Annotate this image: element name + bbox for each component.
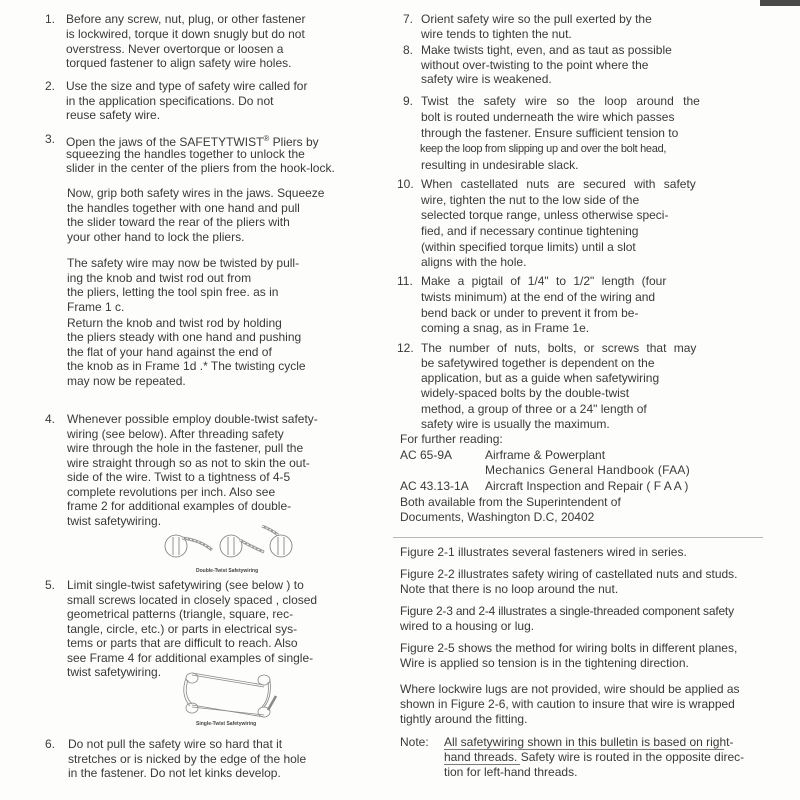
- reference-code: AC 65-9A: [400, 448, 453, 462]
- reference-code: AC 43.13-1A: [400, 479, 469, 493]
- item-line: Twist the safety wire so the loop around the: [421, 94, 700, 108]
- item-line: keep the loop from slipping up and over the bolt head,: [420, 143, 667, 155]
- item-line: frame 2 for additional examples of double-: [67, 499, 292, 513]
- note-line: tion for left-hand threads.: [444, 765, 578, 779]
- item-line: twists minimum) at the end of the wiring and: [421, 290, 656, 304]
- item-line: reuse safety wire.: [66, 108, 161, 122]
- item-line: is lockwired, torque it down snugly but do not: [66, 27, 305, 41]
- item-line: in the application specifications. Do not: [66, 94, 274, 108]
- note-underline: [444, 749, 724, 750]
- reference-title: Airframe & Powerplant: [485, 448, 606, 462]
- figure-note: Where lockwire lugs are not provided, wire should be applied as: [400, 682, 740, 696]
- item-line: application, but as a guide when safetywiring: [421, 371, 660, 385]
- figure-note: Wire is applied so tension is in the tightening direction.: [400, 656, 689, 670]
- availability-line: Both available from the Superintendent of: [400, 495, 621, 509]
- item-line: Make a pigtail of 1/4" to 1/2" length (four: [421, 274, 667, 288]
- item-number: 6.: [45, 737, 56, 751]
- item-line: the slider toward the rear of the pliers with: [67, 215, 290, 229]
- item-line: coming a snag, as in Frame 1e.: [421, 321, 590, 335]
- item-line: twist safetywiring.: [67, 665, 162, 679]
- item-number: 4.: [45, 412, 56, 426]
- item-line: overstress. Never overtorque or loosen a: [66, 42, 284, 56]
- item-line: safety wire is weakened.: [421, 72, 552, 86]
- single-twist-caption: Single-Twist Safetywiring: [196, 721, 257, 727]
- item-line: method, a group of three or a 24" length of: [421, 402, 647, 416]
- item-line: tangle, circle, etc.) or parts in electrical sys-: [67, 622, 298, 636]
- item-number: 2.: [45, 79, 56, 93]
- item-line: small screws located in closely spaced , closed: [67, 593, 318, 607]
- item-line: resulting in undesirable slack.: [421, 158, 579, 172]
- reference-title: Mechanics General Handbook (FAA): [485, 463, 691, 477]
- brand-name: Open the jaws of the SAFETYTWIST: [66, 135, 264, 149]
- item-line: Use the size and type of safety wire called for: [66, 79, 308, 93]
- item-line: complete revolutions per inch. Also see: [67, 485, 276, 499]
- item-line: your other hand to lock the pliers.: [67, 230, 245, 244]
- item-line: geometrical patterns (triangle, square, rec-: [67, 607, 294, 621]
- item-line: Orient safety wire so the pull exerted by the: [421, 12, 652, 26]
- item-line: Whenever possible employ double-twist safety-: [67, 412, 318, 426]
- item-line: aligns with the hole.: [421, 255, 527, 269]
- note-underline: [444, 764, 520, 765]
- item-number: 9.: [403, 94, 414, 108]
- item-line: [421, 43, 698, 57]
- section-divider: [393, 537, 763, 538]
- item-line: be safetywired together is dependent on the: [421, 356, 655, 370]
- figure-note: tightly around the fitting.: [400, 712, 528, 726]
- double-twist-figure: [160, 522, 300, 560]
- item-line: Do not pull the safety wire so hard that it: [68, 737, 283, 751]
- item-line: wire straight through so as not to skin the out-: [67, 456, 310, 470]
- item-line: Return the knob and twist rod by holding: [67, 316, 282, 330]
- item-number: 5.: [45, 578, 56, 592]
- single-twist-figure: [180, 670, 280, 720]
- item-line: in the fastener. Do not let kinks develop.: [68, 766, 281, 780]
- item-line: the knob as in Frame 1d .* The twisting cycle: [67, 359, 306, 373]
- item-line: wire tends to tighten the nut.: [421, 27, 572, 41]
- item-line: torqued fastener to align safety wire holes.: [66, 56, 292, 70]
- item-line: tems or parts that are difficult to reach. Also: [67, 636, 298, 650]
- item-line: slider in the center of the pliers from the hook-lock.: [66, 161, 335, 175]
- item-line-tail: Pliers by: [269, 135, 319, 149]
- item-line: fied, and if necessary continue tightening: [421, 224, 639, 238]
- item-line-text: Make twists tight, even, and as taut as possible: [421, 43, 672, 57]
- item-line: safety wire is usually the maximum.: [421, 417, 610, 431]
- item-line: the pliers steady with one hand and pushing: [67, 330, 302, 344]
- figure-note: Note that there is no loop around the nut.: [400, 582, 619, 596]
- figure-note: Figure 2-2 illustrates safety wiring of castellated nuts and studs.: [400, 567, 738, 581]
- item-line: the pliers, letting the tool spin free. as in: [67, 285, 279, 299]
- item-line: may now be repeated.: [67, 374, 186, 388]
- item-line: The safety wire may now be twisted by pull-: [67, 256, 300, 270]
- item-line: When castellated nuts are secured with safety: [421, 177, 696, 191]
- note-line: All safetywiring shown in this bulletin is based on right-: [444, 735, 734, 749]
- figure-note: wired to a housing or lug.: [400, 619, 535, 633]
- item-line: squeezing the handles together to unlock the: [66, 147, 305, 161]
- note-label: Note:: [400, 735, 429, 749]
- item-number: 11.: [397, 274, 413, 288]
- item-line: through the fastener. Ensure sufficient tension to: [421, 126, 679, 140]
- item-line: Frame 1 c.: [67, 300, 125, 314]
- item-line: Now, grip both safety wires in the jaws. Squeeze: [67, 186, 325, 200]
- item-number: 12.: [397, 341, 414, 355]
- item-line: wiring (see below). After threading safety: [67, 427, 284, 441]
- item-number: 3.: [45, 132, 56, 146]
- item-number: 7.: [403, 12, 414, 26]
- item-line: Before any screw, nut, plug, or other fastener: [66, 12, 306, 26]
- item-line: Limit single-twist safetywiring (see below ) to: [67, 578, 304, 592]
- further-reading-heading: For further reading:: [400, 432, 503, 446]
- item-line: see Frame 4 for additional examples of single-: [67, 651, 314, 665]
- reference-title: Aircraft Inspection and Repair ( F A A ): [485, 479, 689, 493]
- item-line: stretches or is nicked by the edge of the hole: [68, 752, 307, 766]
- double-twist-caption: Double-Twist Safetywiring: [196, 568, 259, 574]
- figure-note: Figure 2-3 and 2-4 illustrates a single-threaded component safety: [400, 604, 734, 618]
- item-line: selected torque range, unless otherwise speci-: [421, 208, 669, 222]
- page-corner-tab: [760, 0, 800, 6]
- item-line: the handles together with one hand and pull: [67, 201, 300, 215]
- item-line: side of the wire. Twist to a tightness of 4-5: [67, 470, 291, 484]
- item-line: without over-twisting to the point where the: [421, 58, 649, 72]
- note-line: hand threads. Safety wire is routed in the opposite direc-: [444, 750, 745, 764]
- item-line: ing the knob and twist rod out from: [67, 271, 252, 285]
- figure-note: shown in Figure 2-6, with caution to insure that wire is wrapped: [400, 697, 735, 711]
- figure-note: Figure 2-1 illustrates several fasteners wired in series.: [400, 545, 687, 559]
- item-line: bolt is routed underneath the wire which passes: [421, 110, 675, 124]
- registered-trademark: ®: [263, 134, 270, 143]
- item-number: 8.: [403, 43, 414, 57]
- item-line: (within specified torque limits) until a slot: [421, 240, 636, 254]
- item-line: wire through the hole in the fastener, pull the: [67, 441, 304, 455]
- item-line: the flat of your hand against the end of: [67, 345, 272, 359]
- item-line: bend back or under to prevent it from be-: [421, 306, 639, 320]
- item-line: twist safetywiring.: [67, 514, 162, 528]
- item-line: widely-spaced bolts by the double-twist: [421, 386, 630, 400]
- item-number: 1.: [45, 12, 56, 26]
- figure-note: Figure 2-5 shows the method for wiring bolts in different planes,: [400, 641, 738, 655]
- item-line: wire, tighten the nut to the low side of the: [421, 193, 640, 207]
- item-number: 10.: [397, 177, 414, 191]
- availability-line: Documents, Washington D.C, 20402: [400, 510, 595, 524]
- item-line: The number of nuts, bolts, or screws that may: [421, 341, 697, 355]
